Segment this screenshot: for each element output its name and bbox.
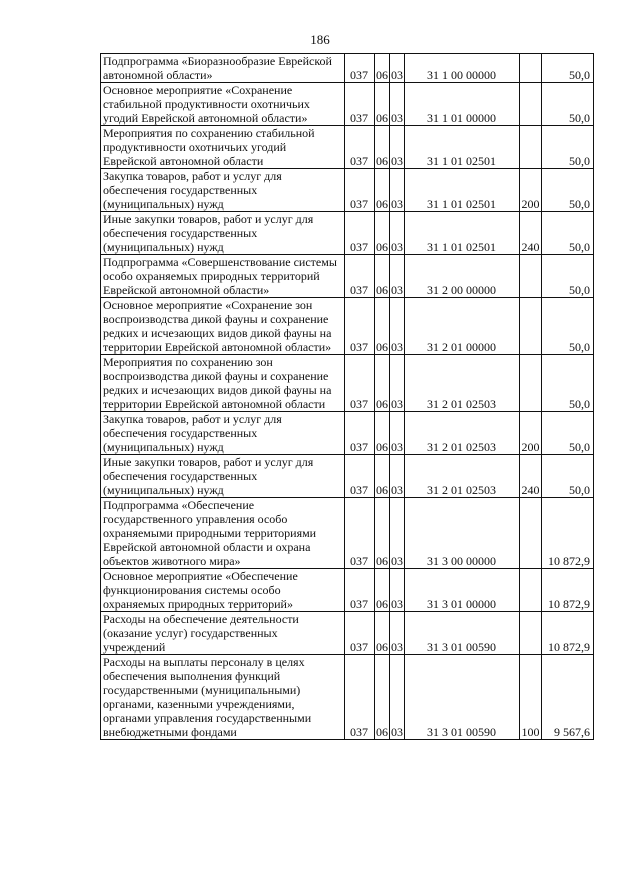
table-row (101, 255, 594, 298)
ministry-code: 037 (345, 169, 375, 212)
section-code: 06 (375, 169, 390, 212)
expense-type-code (520, 126, 542, 169)
row-name: Основное мероприятие «Сохранение зон воспроизводства дикой фауны и сохранение редких и исчезающих видов дикой фауны на территории Еврейской автономной области» (101, 298, 345, 355)
table-row (101, 655, 594, 740)
amount: 50,0 (542, 83, 594, 126)
section-code: 06 (375, 455, 390, 498)
section-code: 06 (375, 355, 390, 412)
target-article-code: 31 2 01 00000 (405, 298, 520, 355)
amount: 50,0 (542, 54, 594, 83)
row-name: Основное мероприятие «Обеспечение функционирования системы особо охраняемых природных территорий» (101, 569, 345, 612)
subsection-code: 03 (390, 355, 405, 412)
row-name: Иные закупки товаров, работ и услуг для обеспечения государственных (муниципальных) нужд (101, 212, 345, 255)
table-row (101, 612, 594, 655)
expense-type-code (520, 298, 542, 355)
target-article-code: 31 2 00 00000 (405, 255, 520, 298)
target-article-code: 31 1 00 00000 (405, 54, 520, 83)
section-code: 06 (375, 255, 390, 298)
table-row (101, 355, 594, 412)
amount: 50,0 (542, 355, 594, 412)
subsection-code: 03 (390, 569, 405, 612)
table-row (101, 212, 594, 255)
expense-type-code (520, 355, 542, 412)
row-name: Подпрограмма «Совершенствование системы особо охраняемых природных территорий Еврейской автономной области» (101, 255, 345, 298)
expense-type-code (520, 54, 542, 83)
expense-type-code (520, 255, 542, 298)
section-code: 06 (375, 412, 390, 455)
amount: 10 872,9 (542, 569, 594, 612)
section-code: 06 (375, 298, 390, 355)
amount: 50,0 (542, 126, 594, 169)
page-number: 186 (310, 32, 330, 47)
expense-type-code: 200 (520, 169, 542, 212)
row-name: Мероприятия по сохранению зон воспроизводства дикой фауны и сохранение редких и исчезающих видов дикой фауны на территории Еврейской автономной области (101, 355, 345, 412)
table-row (101, 126, 594, 169)
target-article-code: 31 3 01 00000 (405, 569, 520, 612)
table-row (101, 412, 594, 455)
target-article-code: 31 1 01 00000 (405, 83, 520, 126)
expense-type-code (520, 569, 542, 612)
row-name: Закупка товаров, работ и услуг для обеспечения государственных (муниципальных) нужд (101, 169, 345, 212)
budget-table (100, 53, 594, 740)
row-name: Мероприятия по сохранению стабильной продуктивности охотничьих угодий Еврейской автономной области (101, 126, 345, 169)
ministry-code: 037 (345, 412, 375, 455)
amount: 50,0 (542, 412, 594, 455)
subsection-code: 03 (390, 212, 405, 255)
amount: 50,0 (542, 169, 594, 212)
ministry-code: 037 (345, 612, 375, 655)
target-article-code: 31 2 01 02503 (405, 412, 520, 455)
expense-type-code: 200 (520, 412, 542, 455)
target-article-code: 31 1 01 02501 (405, 169, 520, 212)
expense-type-code (520, 83, 542, 126)
table-row (101, 569, 594, 612)
amount: 10 872,9 (542, 612, 594, 655)
expense-type-code: 240 (520, 455, 542, 498)
section-code: 06 (375, 83, 390, 126)
table-row (101, 455, 594, 498)
section-code: 06 (375, 498, 390, 569)
section-code: 06 (375, 212, 390, 255)
target-article-code: 31 1 01 02501 (405, 126, 520, 169)
amount: 50,0 (542, 212, 594, 255)
amount: 50,0 (542, 298, 594, 355)
amount: 50,0 (542, 455, 594, 498)
table-row (101, 169, 594, 212)
section-code: 06 (375, 126, 390, 169)
row-name: Подпрограмма «Биоразнообразие Еврейской автономной области» (101, 54, 345, 83)
target-article-code: 31 3 01 00590 (405, 655, 520, 740)
amount: 10 872,9 (542, 498, 594, 569)
table-row (101, 54, 594, 83)
subsection-code: 03 (390, 655, 405, 740)
section-code: 06 (375, 569, 390, 612)
row-name: Расходы на выплаты персоналу в целях обеспечения выполнения функций государственными (муниципальными) органами, казенными учреждениями, органами управления государственными внебюджетными фондами (101, 655, 345, 740)
expense-type-code: 100 (520, 655, 542, 740)
table-row (101, 83, 594, 126)
expense-type-code: 240 (520, 212, 542, 255)
subsection-code: 03 (390, 83, 405, 126)
row-name: Расходы на обеспечение деятельности (оказание услуг) государственных учреждений (101, 612, 345, 655)
subsection-code: 03 (390, 255, 405, 298)
section-code: 06 (375, 54, 390, 83)
ministry-code: 037 (345, 498, 375, 569)
table-row (101, 498, 594, 569)
subsection-code: 03 (390, 54, 405, 83)
target-article-code: 31 3 01 00590 (405, 612, 520, 655)
target-article-code: 31 3 00 00000 (405, 498, 520, 569)
amount: 9 567,6 (542, 655, 594, 740)
subsection-code: 03 (390, 169, 405, 212)
ministry-code: 037 (345, 126, 375, 169)
subsection-code: 03 (390, 612, 405, 655)
ministry-code: 037 (345, 298, 375, 355)
subsection-code: 03 (390, 298, 405, 355)
row-name: Иные закупки товаров, работ и услуг для обеспечения государственных (муниципальных) нужд (101, 455, 345, 498)
ministry-code: 037 (345, 212, 375, 255)
ministry-code: 037 (345, 255, 375, 298)
row-name: Закупка товаров, работ и услуг для обеспечения государственных (муниципальных) нужд (101, 412, 345, 455)
target-article-code: 31 1 01 02501 (405, 212, 520, 255)
budget-table-body (101, 54, 594, 740)
target-article-code: 31 2 01 02503 (405, 455, 520, 498)
ministry-code: 037 (345, 54, 375, 83)
expense-type-code (520, 612, 542, 655)
subsection-code: 03 (390, 498, 405, 569)
expense-type-code (520, 498, 542, 569)
table-row (101, 298, 594, 355)
ministry-code: 037 (345, 569, 375, 612)
amount: 50,0 (542, 255, 594, 298)
row-name: Основное мероприятие «Сохранение стабильной продуктивности охотничьих угодий Еврейской автономной области» (101, 83, 345, 126)
ministry-code: 037 (345, 83, 375, 126)
ministry-code: 037 (345, 455, 375, 498)
section-code: 06 (375, 655, 390, 740)
row-name: Подпрограмма «Обеспечение государственного управления особо охраняемыми природными территориями Еврейской автономной области и охрана объектов животного мира» (101, 498, 345, 569)
section-code: 06 (375, 612, 390, 655)
subsection-code: 03 (390, 455, 405, 498)
subsection-code: 03 (390, 412, 405, 455)
ministry-code: 037 (345, 655, 375, 740)
subsection-code: 03 (390, 126, 405, 169)
target-article-code: 31 2 01 02503 (405, 355, 520, 412)
ministry-code: 037 (345, 355, 375, 412)
